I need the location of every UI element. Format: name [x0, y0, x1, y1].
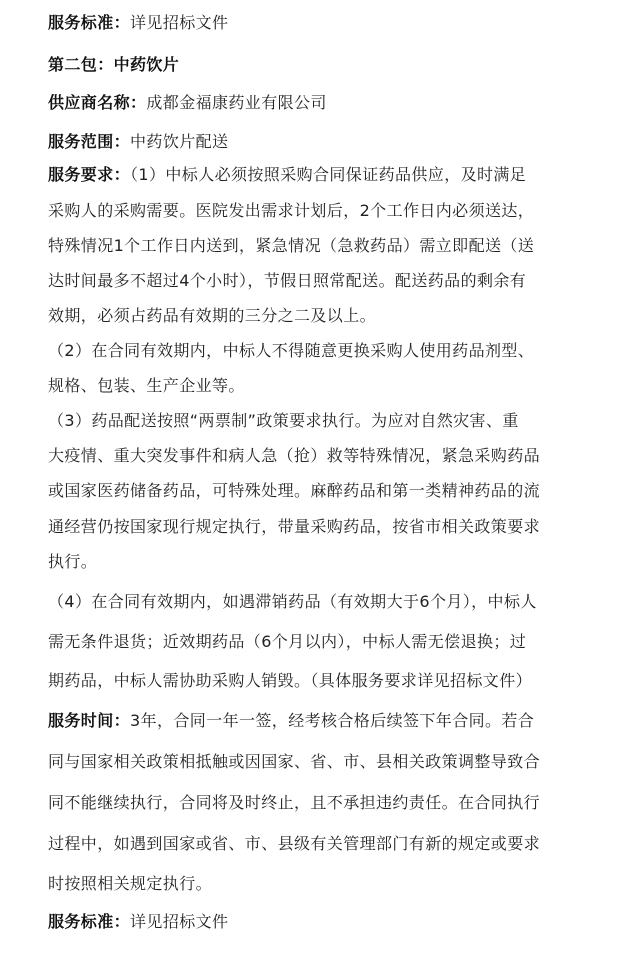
service-time-line-4: 过程中，如遇到国家或省、市、县级有关管理部门有新的规定或要求 [48, 834, 541, 853]
requirement-3-line-2: 大疫情、重大突发事件和病人急（抢）救等特殊情况，紧急采购药品 [48, 446, 541, 465]
service-scope-value: 中药饮片配送 [130, 132, 229, 151]
service-scope-line [48, 131, 228, 153]
service-requirements-line-3: 特殊情况1个工作日内送到，紧急情况（急救药品）需立即配送（送 [48, 236, 535, 255]
service-time-line-2: 同与国家相关政策相抵触或因国家、省、市、县相关政策调整导致合 [48, 752, 541, 771]
service-standard-bottom-line [48, 911, 228, 933]
requirement-3-line-3: 或国家医药储备药品，可特殊处理。麻醉药品和第一类精神药品的流 [48, 481, 541, 500]
supplier-value: 成都金福康药业有限公司 [146, 93, 327, 112]
service-time-line-3: 同不能继续执行，合同将及时终止，且不承担违约责任。在合同执行 [48, 793, 541, 812]
service-standard-top-line [48, 12, 228, 34]
service-scope-label: 服务范围： [48, 132, 131, 151]
package-heading [48, 54, 179, 76]
service-requirements-line-2: 采购人的采购需要。医院发出需求计划后，2个工作日内必须送达， [48, 201, 535, 220]
service-standard-bottom-value: 详见招标文件 [130, 912, 229, 931]
service-standard-label: 服务标准： [48, 13, 131, 32]
requirement-4-line-3: 期药品，中标人需协助采购人销毁。（具体服务要求详见招标文件） [48, 671, 533, 690]
supplier-line [48, 92, 327, 114]
requirement-4-line-2: 需无条件退货；近效期药品（6个月以内），中标人需无偿退换；过 [48, 632, 527, 651]
requirement-4-line-1: （4）在合同有效期内，如遇滞销药品（有效期大于6个月），中标人 [48, 592, 537, 611]
supplier-label: 供应商名称： [48, 93, 147, 112]
requirement-3-line-1: （3）药品配送按照“两票制”政策要求执行。为应对自然灾害、重 [48, 411, 519, 430]
service-time-line-1 [48, 710, 534, 732]
package-label: 第二包： [48, 55, 114, 74]
service-time-text: 3年，合同一年一签，经考核合格后续签下年合同。若合 [130, 711, 535, 730]
requirement-3-line-5: 执行。 [48, 552, 98, 571]
package-value: 中药饮片 [113, 55, 180, 74]
service-requirements-text: （1）中标人必须按照采购合同保证药品供应，及时满足 [130, 165, 527, 184]
service-requirements-label: 服务要求： [48, 165, 131, 184]
service-requirements-line-1 [48, 164, 526, 186]
requirement-3-line-4: 通经营仍按国家现行规定执行，带量采购药品，按省市相关政策要求 [48, 517, 541, 536]
requirement-2-line-1: （2）在合同有效期内，中标人不得随意更换采购人使用药品剂型、 [48, 341, 535, 360]
service-time-label: 服务时间： [48, 711, 131, 730]
service-standard-bottom-label: 服务标准： [48, 912, 131, 931]
service-requirements-line-5: 效期，必须占药品有效期的三分之二及以上。 [48, 306, 377, 325]
service-requirements-line-4: 达时间最多不超过4个小时），节假日照常配送。配送药品的剩余有 [48, 271, 527, 290]
service-standard-value: 详见招标文件 [130, 13, 229, 32]
service-time-line-5: 时按照相关规定执行。 [48, 874, 213, 893]
requirement-2-line-2: 规格、包装、生产企业等。 [48, 376, 245, 395]
